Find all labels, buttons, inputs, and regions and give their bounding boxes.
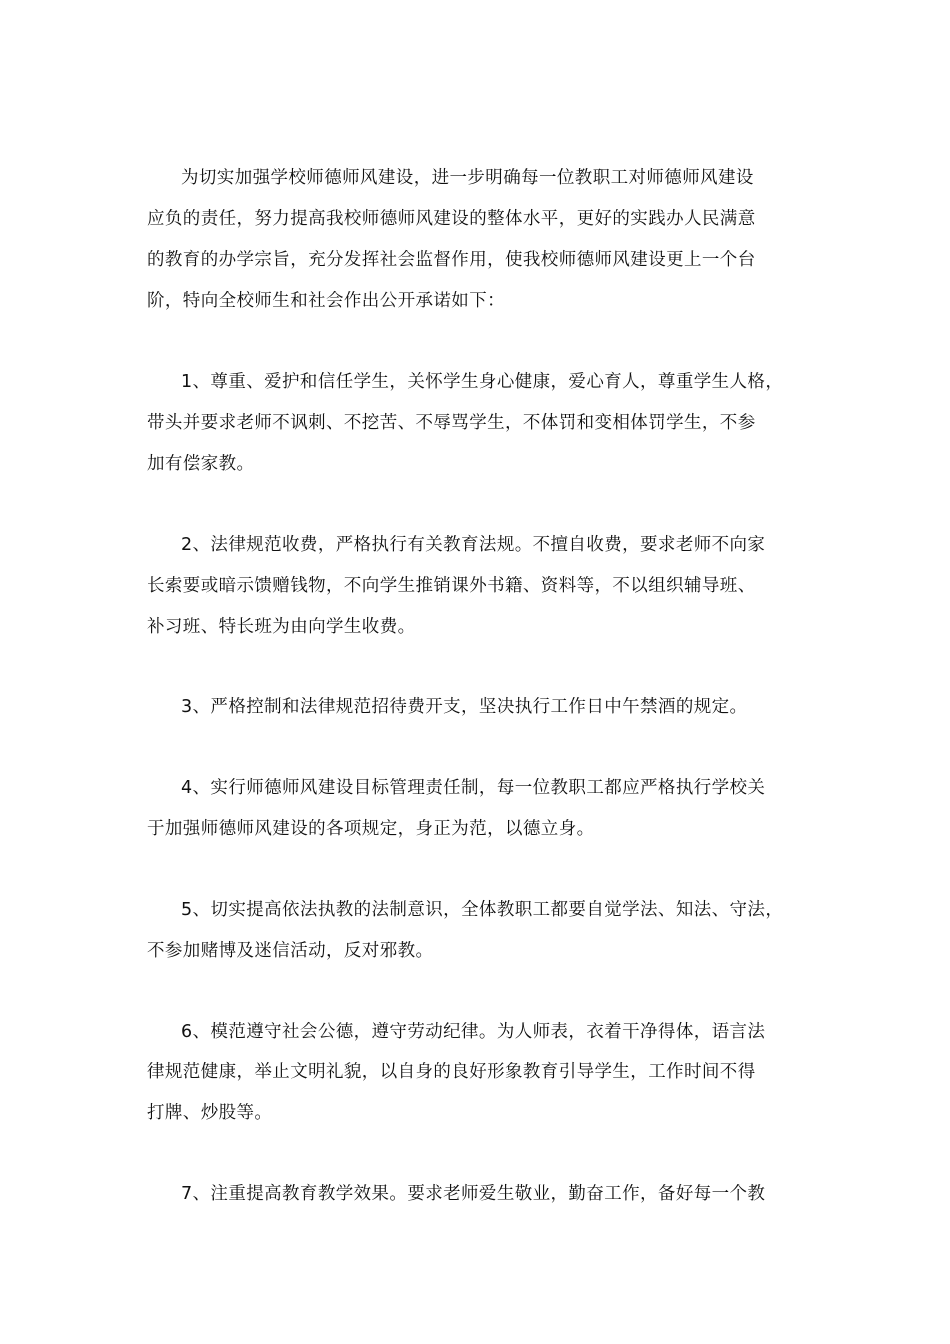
- intro-line-1: 为切实加强学校师德师风建设，进一步明确每一位教职工对师德师风建设: [181, 168, 754, 188]
- intro-line-2: 应负的责任，努力提高我校师德师风建设的整体水平，更好的实践办人民满意: [147, 209, 756, 229]
- intro-line-4: 阶，特向全校师生和社会作出公开承诺如下：: [147, 291, 505, 311]
- intro-line-3: 的教育的办学宗旨，充分发挥社会监督作用，使我校师德师风建设更上一个台: [147, 250, 756, 270]
- item-6-line-2: 律规范健康，举止文明礼貌，以自身的良好形象教育引导学生，工作时间不得: [147, 1062, 756, 1082]
- item-1-line-3: 加有偿家教。: [147, 454, 255, 474]
- item-7-line-1: 7、注重提高教育教学效果。要求老师爱生敬业，勤奋工作，备好每一个教: [181, 1184, 766, 1204]
- item-2-line-1: 2、法律规范收费，严格执行有关教育法规。不擅自收费，要求老师不向家: [181, 535, 766, 555]
- item-1-line-1: 1、尊重、爱护和信任学生，关怀学生身心健康，爱心育人，尊重学生人格，: [181, 372, 784, 392]
- item-1-line-2: 带头并要求老师不讽刺、不挖苦、不辱骂学生，不体罚和变相体罚学生，不参: [147, 413, 756, 433]
- item-5-line-2: 不参加赌博及迷信活动，反对邪教。: [147, 941, 434, 961]
- item-5-line-1: 5、切实提高依法执教的法制意识，全体教职工都要自觉学法、知法、守法，: [181, 900, 784, 920]
- item-6-line-1: 6、模范遵守社会公德，遵守劳动纪律。为人师表，衣着干净得体，语言法: [181, 1022, 766, 1042]
- item-4-line-2: 于加强师德师风建设的各项规定，身正为范，以德立身。: [147, 819, 595, 839]
- item-2-line-2: 长索要或暗示馈赠钱物，不向学生推销课外书籍、资料等，不以组织辅导班、: [147, 576, 756, 596]
- item-4-line-1: 4、实行师德师风建设目标管理责任制，每一位教职工都应严格执行学校关: [181, 778, 766, 798]
- item-6-line-3: 打牌、炒股等。: [147, 1103, 273, 1123]
- item-2-line-3: 补习班、特长班为由向学生收费。: [147, 617, 416, 637]
- item-3-line-1: 3、严格控制和法律规范招待费开支，坚决执行工作日中午禁酒的规定。: [181, 697, 748, 717]
